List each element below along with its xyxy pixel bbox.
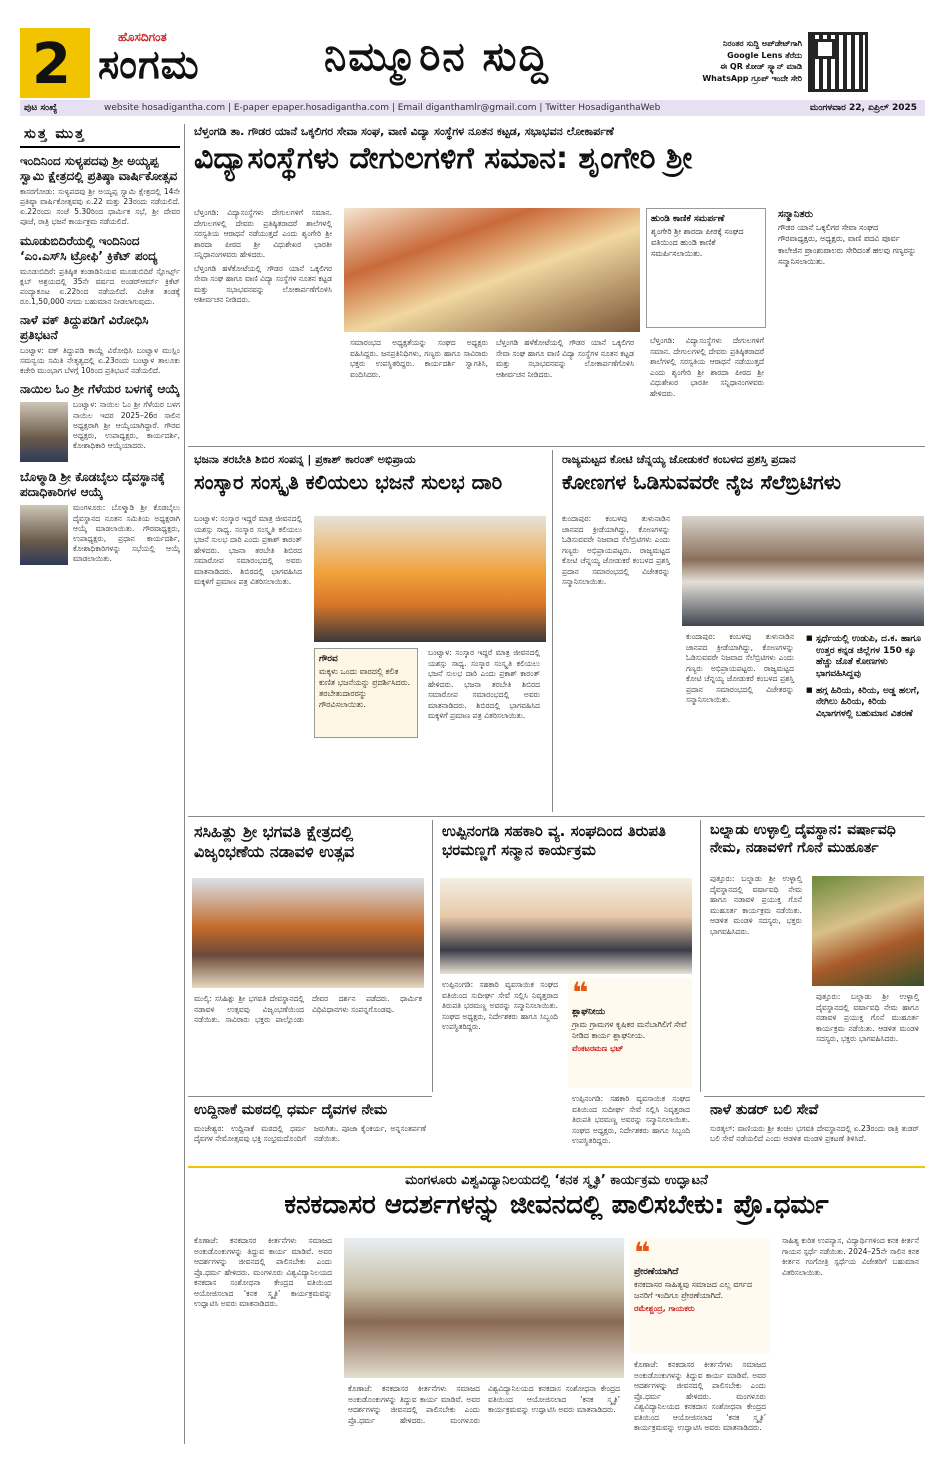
story-photo bbox=[440, 878, 692, 974]
quote-text: ಗ್ರಾಮ ಗ್ರಾಮಗಳ ಕೃಷಿಕರ ಮನೆಬಾಗಿಲಿಗೆ ಸೇವೆ ನೀಡಿದ ಕಾರ್ಯ ಶ್ಲಾಘನೀಯ. bbox=[572, 1019, 687, 1040]
story-photo bbox=[812, 876, 924, 986]
story-body: ಮುಲ್ಕಿ: ಸಸಿಹಿತ್ಲು ಶ್ರೀ ಭಗವತಿ ದೇವಸ್ಥಾನದಲ್ಲಿ ನಡಾವಳಿ ಉತ್ಸವವು ವಿಜೃಂಭಣೆಯಿಂದ ನಡೆಯಿತು. ಸಾವಿರಾರು ಭಕ್ತರು ಪಾಲ್ಗೊಂಡು ದೇವರ ದರ್ಶನ ಪಡೆದರು. ಧಾರ್ಮಿಕ ವಿಧಿವಿಧಾನಗಳು ಸಂಪನ್ನಗೊಂಡವು. bbox=[194, 994, 422, 1024]
quote-title: ಪ್ರೇರಣೆಯಾಗಿದೆ bbox=[634, 1266, 679, 1277]
bullet-point: ■ ಸ್ಪರ್ಧೆಯಲ್ಲಿ ಉಡುಪಿ, ದ.ಕ. ಹಾಗೂ ಉತ್ತರ ಕನ್ನಡ ಜಿಲ್ಲೆಗಳ 150 ಕ್ಕೂ ಹೆಚ್ಚು ಜೊತೆ ಕೋಣಗಳು ಭಾಗವಹಿಸಿದ್ದವು bbox=[806, 634, 924, 681]
lead-paragraph: ಬೆಳ್ತಂಗಡಿ ಹಳೆಕೋಟೆಯಲ್ಲಿ ಗೌಡರ ಯಾನೆ ಒಕ್ಕಲಿಗರ ಸೇವಾ ಸಂಘ ಹಾಗೂ ವಾಣಿ ವಿದ್ಯಾ ಸಂಸ್ಥೆಗಳ ನೂತನ ಕಟ್ಟಡ ಮತ್ತು ಸಭಾಭವನವನ್ನು ಲೋಕಾರ್ಪಣೆಗೊಳಿಸಿ ಆಶೀರ್ವಚನ ನೀಡಿದರು. bbox=[496, 338, 634, 379]
quote-mark-icon: ❝ bbox=[634, 1236, 651, 1269]
lead-story bbox=[188, 122, 925, 442]
quote-box bbox=[568, 978, 692, 1088]
story-headline: ಸಸಿಹಿತ್ಲು ಶ್ರೀ ಭಗವತಿ ಕ್ಷೇತ್ರದಲ್ಲಿ ವಿಜೃಂಭಣೆಯ ನಡಾವಳಿ ಉತ್ಸವ bbox=[194, 822, 355, 861]
story-koti bbox=[556, 450, 925, 812]
brief-headline: ಬೊಳ್ಮಾಡಿ ಶ್ರೀ ಕೊಡಬೈಲು ದೈವಸ್ಥಾನಕ್ಕೆ ಪದಾಧಿಕಾರಿಗಳ ಆಯ್ಕೆ bbox=[20, 470, 165, 500]
story-box-text: ಮಕ್ಕಳು ಒಂದು ವಾರದಲ್ಲಿ ಕಲಿತ ಕುಣಿತ ಭಜನೆಯನ್ನು ಪ್ರದರ್ಶಿಸಿದರು. ತರಬೇತುದಾರರನ್ನು ಗೌರವಿಸಲಾಯಿತು. bbox=[319, 667, 411, 709]
story-body: ಬಂಟ್ವಾಳ: ಸಂಸ್ಕಾರ ಇದ್ದರೆ ಮಾತ್ರ ಜೀವನದಲ್ಲಿ ಯಶಸ್ಸು ಸಾಧ್ಯ. ಸಂಸ್ಕಾರ ಸಂಸ್ಕೃತಿ ಕಲಿಯಲು ಭಜನೆ ಸುಲಭ ದಾರಿ ಎಂದು ಪ್ರಕಾಶ್ ಕಾರಂತ್ ಹೇಳಿದರು. ಭಜನಾ ತರಬೇತಿ ಶಿಬಿರದ ಸಮಾರೋಪ ಸಮಾರಂಭದಲ್ಲಿ ಅವರು ಮಾತನಾಡಿದರು. ಶಿಬಿರದಲ್ಲಿ ಭಾಗವಹಿಸಿದ ಮಕ್ಕಳಿಗೆ ಪ್ರಮಾಣ ಪತ್ರ ವಿತರಿಸಲಾಯಿತು. bbox=[194, 514, 302, 586]
brief-text: ಮೂಡುಬಿದಿರೆ: ಪ್ರತಿಷ್ಠಿತ ಕಂಡಾಡಿನಿಯವ ಮೂಡುಬಿದಿರೆ ಸ್ಪೋರ್ಟ್ಸ್ ಕ್ಲಬ್ ಆಶ್ರಯದಲ್ಲಿ 35ನೇ ವರ್ಷದ ಅಂಡರ್‌ಆರ್ಮ್ ಕ್ರಿಕೆಟ್ ಪಂದ್ಯಾಕೂಟ ಏ.22ರಿಂದ ನಡೆಯಲಿದೆ. ವಿಜೇತ ತಂಡಕ್ಕೆ ರೂ.1,50,000 ನಗದು ಬಹುಮಾನ ನೀಡಲಾಗುವುದು. bbox=[20, 266, 180, 306]
quote-author: ರಮೇಶ್ಚಂದ್ರ, ಗಾಯಕರು bbox=[634, 1303, 695, 1313]
brief-item bbox=[20, 382, 180, 464]
lead-paragraph: ಬೆಳ್ತಂಗಡಿ ಹಳೆಕೋಟೆಯಲ್ಲಿ ಗೌಡರ ಯಾನೆ ಒಕ್ಕಲಿಗರ ಸೇವಾ ಸಂಘ ಹಾಗೂ ವಾಣಿ ವಿದ್ಯಾ ಸಂಸ್ಥೆಗಳ ನೂತನ ಕಟ್ಟಡ ಮತ್ತು ಸಭಾಭವನವನ್ನು ಲೋಕಾರ್ಪಣೆಗೊಳಿಸಿ ಆಶೀರ್ವಚನ ನೀಡಿದರು. bbox=[194, 263, 332, 304]
issue-date: ಮಂಗಳವಾರ 22, ಏಪ್ರಿಲ್ 2025 bbox=[809, 103, 917, 113]
brief-item bbox=[20, 470, 180, 564]
qr-code-icon[interactable] bbox=[808, 32, 868, 92]
brief-item bbox=[20, 234, 180, 308]
column-divider bbox=[432, 820, 433, 1092]
brief-headline: ನಾಳೆ ವಕ್ ತಿದ್ದುಪಡಿಗೆ ವಿರೋಧಿಸಿ ಪ್ರತಿಭಟನೆ bbox=[20, 313, 149, 342]
brief-headline: ಮೂಡುಬಿದಿರೆಯಲ್ಲಿ ಇಂದಿನಿಂದ ‘ಎಂ.ಎಸ್‌ಸಿ ಟ್ರೋಫಿ’ ಕ್ರಿಕೆಟ್ ಪಂದ್ಯ bbox=[20, 233, 158, 263]
contact-links[interactable]: website hosadigantha.com | E-paper epaper.hosadigantha.com | Email diganthamlr@gmail.com | Twitter HosadiganthaWeb bbox=[104, 103, 661, 113]
story-box-title: ಗೌರವ bbox=[319, 654, 338, 664]
lead-body bbox=[188, 206, 338, 442]
page-number: 2 bbox=[32, 32, 71, 97]
pages-label: ಪುಟ ಸಂಖ್ಯೆ bbox=[24, 103, 58, 113]
story-photo bbox=[192, 878, 424, 988]
qr-note bbox=[672, 38, 802, 84]
column-brand: ಸುತ್ತ ಮುತ್ತ bbox=[20, 124, 180, 148]
story-body: ಮಂಜೇಶ್ವರ: ಉದ್ದಿನಾಕೆ ಮಠದಲ್ಲಿ ಧರ್ಮ ದೈವಗಳ ನೇಮೋತ್ಸವವು ಭಕ್ತಿ ಸಂಭ್ರಮದೊಂದಿಗೆ ಜರುಗಿತು. ಪೂಜಾ ಕೈಂಕರ್ಯ, ಅನ್ನಸಂತರ್ಪಣೆ ನಡೆಯಿತು. bbox=[194, 1123, 426, 1143]
quote-title: ಶ್ಲಾಘನೀಯ bbox=[572, 1006, 606, 1017]
story-tudar bbox=[704, 1100, 925, 1162]
lead-headline: ವಿದ್ಯಾಸಂಸ್ಥೆಗಳು ದೇಗುಲಗಳಿಗೆ ಸಮಾನ: ಶೃಂಗೇರಿ ಶ್ರೀ bbox=[194, 141, 693, 176]
brief-item bbox=[20, 154, 180, 228]
portrait-photo bbox=[20, 505, 68, 565]
story-headline: ಉಪ್ಪಿನಂಗಡಿ ಸಹಕಾರಿ ವ್ಯ. ಸಂಘದಿಂದ ತಿರುಪತಿ ಭರಮಣ್ಣಗೆ ಸನ್ಮಾನ ಕಾರ್ಯಕ್ರಮ bbox=[442, 822, 666, 859]
publication-name: ಸಂಗಮ bbox=[98, 42, 200, 88]
info-bar bbox=[20, 100, 925, 116]
column-divider bbox=[552, 450, 553, 812]
story-kicker: ಭಜನಾ ತರಬೇತಿ ಶಿಬಿರ ಸಂಪನ್ನ | ಪ್ರಕಾಶ್ ಕಾರಂತ್ ಅಭಿಪ್ರಾಯ bbox=[188, 450, 548, 470]
lead-photo bbox=[344, 208, 640, 332]
column-divider bbox=[700, 820, 701, 1092]
story-body: ಕುಂದಾಪುರ: ಕಂಬಳವು ತುಳುನಾಡಿನ ಜಾನಪದ ಕ್ರೀಡೆಯಾಗಿದ್ದು, ಕೋಣಗಳನ್ನು ಓಡಿಸುವವರೇ ನಿಜವಾದ ಸೆಲೆಬ್ರಿಟಿಗಳು ಎಂದು ಗಣ್ಯರು ಅಭಿಪ್ರಾಯಪಟ್ಟರು. ರಾಜ್ಯಮಟ್ಟದ ಕೋಟಿ ಚೆನ್ನಯ್ಯ ಜೋಡುಕರೆ ಕಂಬಳದ ಪ್ರಶಸ್ತಿ ಪ್ರದಾನ ಸಮಾರಂಭದಲ್ಲಿ ವಿಜೇತರನ್ನು ಸನ್ಮಾನಿಸಲಾಯಿತು. bbox=[562, 514, 670, 586]
quote-text: ಕನಕದಾಸರ ಸಾಹಿತ್ಯವು ಸಮಾಜದ ಎಲ್ಲ ವರ್ಗದ ಜನರಿಗೆ ಇಂದಿಗೂ ಪ್ರೇರಣೆಯಾಗಿದೆ. bbox=[634, 1279, 752, 1300]
story-body-continued: ಕೊಣಾಜೆ: ಕನಕದಾಸರ ಕೀರ್ತನೆಗಳು ಸಮಾಜದ ಅಂಕುಡೊಂಕುಗಳನ್ನು ತಿದ್ದುವ ಕಾರ್ಯ ಮಾಡಿವೆ. ಅವರ ಆದರ್ಶಗಳನ್ನು ಜೀವನದಲ್ಲಿ ಪಾಲಿಸಬೇಕು ಎಂದು ಪ್ರೊ.ಧರ್ಮ ಹೇಳಿದರು. ಮಂಗಳೂರು ವಿಶ್ವವಿದ್ಯಾನಿಲಯದ ಕನಕದಾಸ ಸಂಶೋಧನಾ ಕೇಂದ್ರದ ವತಿಯಿಂದ ಆಯೋಜಿಸಲಾದ ‘ಕನಕ ಸ್ಮೃತಿ’ ಕಾರ್ಯಕ್ರಮವನ್ನು ಉದ್ಘಾಟಿಸಿ ಅವರು ಮಾತನಾಡಿದರು. bbox=[348, 1384, 620, 1425]
story-box bbox=[314, 648, 418, 738]
story-body-right: ಸಾಹಿತ್ಯ ಕುರಿತ ಉಪನ್ಯಾಸ, ವಿದ್ಯಾರ್ಥಿಗಳಿಂದ ಕನಕ ಕೀರ್ತನೆ ಗಾಯನ ಸ್ಪರ್ಧೆ ನಡೆಯಿತು. 2024–25ನೇ ಸಾಲಿನ ಕನಕ ಕೀರ್ತನ ಗಂಗೋತ್ರಿ ಸ್ಪರ್ಧೆಯ ವಿಜೇತರಿಗೆ ಬಹುಮಾನ ವಿತರಿಸಲಾಯಿತು. bbox=[782, 1236, 919, 1277]
story-body: ಪುತ್ತೂರು: ಬಲ್ನಾಡು ಶ್ರೀ ಉಳ್ಳಾಲ್ತಿ ದೈವಸ್ಥಾನದಲ್ಲಿ ವರ್ಷಾವಧಿ ನೇಮ ಹಾಗೂ ನಡಾವಳಿ ಪ್ರಯುಕ್ತ ಗೊನೆ ಮುಹೂರ್ತ ಕಾರ್ಯಕ್ರಮ ನಡೆಯಿತು. ಆಡಳಿತ ಮಂಡಳಿ ಸದಸ್ಯರು, ಭಕ್ತರು ಭಾಗವಹಿಸಿದರು. bbox=[710, 874, 802, 936]
column-divider bbox=[184, 124, 185, 1444]
brief-text: ಬಂಟ್ವಾಳ: ನಾಯಿಲ ಓಂ ಶ್ರೀ ಗೆಳೆಯರ ಬಳಗ ನಾಯಿಲ ಇದರ 2025–26ರ ಸಾಲಿನ ಅಧ್ಯಕ್ಷರಾಗಿ ಶ್ರೀ ಆಯ್ಕೆಯಾಗಿದ್ದಾರೆ. ಗೌರವ ಅಧ್ಯಕ್ಷರು, ಉಪಾಧ್ಯಕ್ಷರು, ಕಾರ್ಯದರ್ಶಿ, ಕೋಶಾಧಿಕಾರಿ ಆಯ್ಕೆಯಾದರು. bbox=[73, 400, 180, 450]
lead-box-title: ಹುಂಡಿ ಕಾಣಿಕೆ ಸಮರ್ಪಣೆ bbox=[651, 214, 725, 224]
story-headline: ಉದ್ದಿನಾಕೆ ಮಠದಲ್ಲಿ ಧರ್ಮ ದೈವಗಳ ನೇಮ bbox=[194, 1102, 388, 1118]
publication-logo-small: ಹೊಸದಿಗಂತ bbox=[118, 30, 167, 44]
lead-paragraph: ಬೆಳ್ತಂಗಡಿ: ವಿದ್ಯಾಸಂಸ್ಥೆಗಳು ದೇಗುಲಗಳಿಗೆ ಸಮಾನ. ದೇಗುಲಗಳಲ್ಲಿ ದೇವರು ಪ್ರತಿಷ್ಠಿತರಾದರೆ ಶಾಲೆಗಳಲ್ಲಿ ಸರಸ್ವತಿಯ ಆರಾಧನೆ ನಡೆಯುತ್ತದೆ ಎಂದು ಶೃಂಗೇರಿ ಶ್ರೀ ಶಾರದಾ ಪೀಠದ ಶ್ರೀ ವಿಧುಶೇಖರ ಭಾರತೀ ಸನ್ನಿಧಾನಂಗಳವರು ಹೇಳಿದರು. bbox=[650, 336, 764, 398]
lead-body-continued bbox=[344, 336, 640, 442]
section-divider bbox=[188, 1166, 925, 1168]
brief-text: ಕಾಸರಗೋಡು: ಸುಳ್ಯಪದವು ಶ್ರೀ ಅಯ್ಯಪ್ಪ ಸ್ವಾಮಿ ಕ್ಷೇತ್ರದಲ್ಲಿ 14ನೇ ಪ್ರತಿಷ್ಠಾ ವಾರ್ಷಿಕೋತ್ಸವವು ಏ.22 ಮತ್ತು 23ರಂದು ನಡೆಯಲಿದೆ. ಏ.22ರಂದು ಸಂಜೆ 5.30ರಿಂದ ಧಾರ್ಮಿಕ ಸಭೆ, ಶ್ರೀ ದೇವರ ಪೂಜೆ, ರಾತ್ರಿ ಭಜನೆ ಕಾರ್ಯಕ್ರಮ ನಡೆಯಲಿದೆ. bbox=[20, 187, 180, 227]
story-kicker: ಮಂಗಳೂರು ವಿಶ್ವವಿದ್ಯಾನಿಲಯದಲ್ಲಿ ‘ಕನಕ ಸ್ಮೃತಿ’ ಕಾರ್ಯಕ್ರಮ ಉದ್ಘಾಟನೆ bbox=[188, 1170, 925, 1191]
qr-note-line: ನಿರಂತರ ಸುದ್ದಿ ಅಪ್‌ಡೇಟ್‌ಗಾಗಿ bbox=[722, 39, 802, 48]
story-body-continued: ಉಪ್ಪಿನಂಗಡಿ: ಸಹಕಾರಿ ವ್ಯವಸಾಯಿಕ ಸಂಘದ ವತಿಯಿಂದ ಸುದೀರ್ಘ ಸೇವೆ ಸಲ್ಲಿಸಿ ನಿವೃತ್ತರಾದ ತಿರುಪತಿ ಭರಮಣ್ಣ ಅವರನ್ನು ಸನ್ಮಾನಿಸಲಾಯಿತು. ಸಂಘದ ಅಧ್ಯಕ್ಷರು, ನಿರ್ದೇಶಕರು ಹಾಗೂ ಸಿಬ್ಬಂದಿ ಉಪಸ್ಥಿತರಿದ್ದರು. bbox=[572, 1094, 690, 1145]
lead-sidebar-title: ಸನ್ಮಾನಿತರು bbox=[778, 209, 814, 220]
story-body: ಕೊಣಾಜೆ: ಕನಕದಾಸರ ಕೀರ್ತನೆಗಳು ಸಮಾಜದ ಅಂಕುಡೊಂಕುಗಳನ್ನು ತಿದ್ದುವ ಕಾರ್ಯ ಮಾಡಿವೆ. ಅವರ ಆದರ್ಶಗಳನ್ನು ಜೀವನದಲ್ಲಿ ಪಾಲಿಸಬೇಕು ಎಂದು ಪ್ರೊ.ಧರ್ಮ ಹೇಳಿದರು. ಮಂಗಳೂರು ವಿಶ್ವವಿದ್ಯಾನಿಲಯದ ಕನಕದಾಸ ಸಂಶೋಧನಾ ಕೇಂದ್ರದ ವತಿಯಿಂದ ಆಯೋಜಿಸಲಾದ ‘ಕನಕ ಸ್ಮೃತಿ’ ಕಾರ್ಯಕ್ರಮವನ್ನು ಉದ್ಘಾಟಿಸಿ ಅವರು ಮಾತನಾಡಿದರು. bbox=[194, 1236, 332, 1308]
section-divider bbox=[188, 1096, 432, 1097]
lead-box bbox=[646, 208, 766, 328]
story-body-continued: ಕುಂದಾಪುರ: ಕಂಬಳವು ತುಳುನಾಡಿನ ಜಾನಪದ ಕ್ರೀಡೆಯಾಗಿದ್ದು, ಕೋಣಗಳನ್ನು ಓಡಿಸುವವರೇ ನಿಜವಾದ ಸೆಲೆಬ್ರಿಟಿಗಳು ಎಂದು ಗಣ್ಯರು ಅಭಿಪ್ರಾಯಪಟ್ಟರು. ರಾಜ್ಯಮಟ್ಟದ ಕೋಟಿ ಚೆನ್ನಯ್ಯ ಜೋಡುಕರೆ ಕಂಬಳದ ಪ್ರಶಸ್ತಿ ಪ್ರದಾನ ಸಮಾರಂಭದಲ್ಲಿ ವಿಜೇತರನ್ನು ಸನ್ಮಾನಿಸಲಾಯಿತು. bbox=[686, 632, 794, 704]
lead-box-text: ಶೃಂಗೇರಿ ಶ್ರೀ ಶಾರದಾ ಪೀಠಕ್ಕೆ ಸಂಘದ ವತಿಯಿಂದ ಹುಂಡಿ ಕಾಣಿಕೆ ಸಮರ್ಪಿಸಲಾಯಿತು. bbox=[651, 227, 744, 258]
story-headline: ಕೋಣಗಳ ಓಡಿಸುವವರೇ ನೈಜ ಸೆಲೆಬ್ರಿಟಿಗಳು bbox=[562, 470, 841, 494]
lead-sidebar-text: ಗೌಡರ ಯಾನೆ ಒಕ್ಕಲಿಗರ ಸೇವಾ ಸಂಘದ ಗೌರವಾಧ್ಯಕ್ಷರು, ಅಧ್ಯಕ್ಷರು, ವಾಣಿ ಪದವಿ ಪೂರ್ವ ಕಾಲೇಜಿನ ಪ್ರಾಂಶುಪಾಲರು ಸೇರಿದಂತೆ ಹಲವು ಗಣ್ಯರನ್ನು ಸನ್ಮಾನಿಸಲಾಯಿತು. bbox=[778, 222, 916, 267]
story-kicker: ರಾಜ್ಯಮಟ್ಟದ ಕೋಟಿ ಚೆನ್ನಯ್ಯ ಜೋಡುಕರೆ ಕಂಬಳದ ಪ್ರಶಸ್ತಿ ಪ್ರದಾನ bbox=[556, 450, 925, 470]
lead-paragraph: ಸಮಾರಂಭದ ಅಧ್ಯಕ್ಷತೆಯನ್ನು ಸಂಘದ ಅಧ್ಯಕ್ಷರು ವಹಿಸಿದ್ದರು. ಜನಪ್ರತಿನಿಧಿಗಳು, ಗಣ್ಯರು ಹಾಗೂ ಸಾವಿರಾರು ಭಕ್ತರು ಉಪಸ್ಥಿತರಿದ್ದರು. ಕಾರ್ಯದರ್ಶಿ ಸ್ವಾಗತಿಸಿ, ವಂದಿಸಿದರು. bbox=[350, 338, 488, 379]
section-divider bbox=[188, 816, 925, 817]
story-sasihitlu bbox=[188, 820, 428, 1092]
brief-text: ಮಂಗಳೂರು: ಬೊಳ್ಮಾಡಿ ಶ್ರೀ ಕೊಡಬೈಲು ದೈವಸ್ಥಾನದ ನೂತನ ಸಮಿತಿಯ ಅಧ್ಯಕ್ಷರಾಗಿ ಆಯ್ಕೆ ಮಾಡಲಾಯಿತು. ಗೌರವಾಧ್ಯಕ್ಷರು, ಉಪಾಧ್ಯಕ್ಷರು, ಪ್ರಧಾನ ಕಾರ್ಯದರ್ಶಿ, ಕೋಶಾಧಿಕಾರಿಗಳನ್ನು ಸಭೆಯಲ್ಲಿ ಆಯ್ಕೆ ಮಾಡಲಾಯಿತು. bbox=[73, 503, 180, 563]
lead-body-side bbox=[644, 334, 770, 442]
bullet-point: ■ ಹಗ್ಗ ಹಿರಿಯ, ಕಿರಿಯ, ಅಡ್ಡ ಹಲಗೆ, ನೇಗಿಲು ಹಿರಿಯ, ಕಿರಿಯ ವಿಭಾಗಗಳಲ್ಲಿ ಬಹುಮಾನ ವಿತರಣೆ bbox=[806, 686, 924, 721]
story-photo bbox=[314, 516, 546, 642]
left-column bbox=[20, 124, 180, 1444]
story-photo bbox=[682, 516, 924, 626]
story-body: ಸುರತ್ಕಲ್: ವಾಣಿಯರು ಶ್ರೀ ಕಂಚಿಲ ಭಗವತಿ ದೇವಸ್ಥಾನದಲ್ಲಿ ಏ.23ರಂದು ರಾತ್ರಿ ತುಡರ್ ಬಲಿ ಸೇವೆ ನಡೆಯಲಿದೆ ಎಂದು ಆಡಳಿತ ಮಂಡಳಿ ಪ್ರಕಟಣೆ ತಿಳಿಸಿದೆ. bbox=[710, 1123, 919, 1143]
section-divider bbox=[704, 1096, 925, 1097]
story-bhajana bbox=[188, 450, 548, 812]
quote-author: ವೆಂಕಟರಮಣ ಭಟ್ bbox=[572, 1043, 624, 1053]
story-body-continued: ಪುತ್ತೂರು: ಬಲ್ನಾಡು ಶ್ರೀ ಉಳ್ಳಾಲ್ತಿ ದೈವಸ್ಥಾನದಲ್ಲಿ ವರ್ಷಾವಧಿ ನೇಮ ಹಾಗೂ ನಡಾವಳಿ ಪ್ರಯುಕ್ತ ಗೊನೆ ಮುಹೂರ್ತ ಕಾರ್ಯಕ್ರಮ ನಡೆಯಿತು. ಆಡಳಿತ ಮಂಡಳಿ ಸದಸ್ಯರು, ಭಕ್ತರು ಭಾಗವಹಿಸಿದರು. bbox=[816, 992, 919, 1043]
story-kanaka bbox=[188, 1170, 925, 1450]
quote-box bbox=[630, 1238, 770, 1354]
qr-note-line: WhatsApp ಗ್ರೂಪ್ ಇಂದೇ ಸೇರಿ bbox=[702, 73, 802, 83]
brief-item bbox=[20, 313, 180, 376]
portrait-photo bbox=[20, 402, 68, 462]
page-number-badge bbox=[20, 28, 90, 98]
lead-kicker: ಬೆಳ್ತಂಗಡಿ ತಾ. ಗೌಡರ ಯಾನೆ ಒಕ್ಕಲಿಗರ ಸೇವಾ ಸಂಘ, ವಾಣಿ ವಿದ್ಯಾ ಸಂಸ್ಥೆಗಳ ನೂತನ ಕಟ್ಟಡ, ಸಭಾಭವನ ಲೋಕಾರ್ಪಣೆ bbox=[188, 122, 925, 142]
story-uddinake bbox=[188, 1100, 432, 1162]
story-body: ಉಪ್ಪಿನಂಗಡಿ: ಸಹಕಾರಿ ವ್ಯವಸಾಯಿಕ ಸಂಘದ ವತಿಯಿಂದ ಸುದೀರ್ಘ ಸೇವೆ ಸಲ್ಲಿಸಿ ನಿವೃತ್ತರಾದ ತಿರುಪತಿ ಭರಮಣ್ಣ ಅವರನ್ನು ಸನ್ಮಾನಿಸಲಾಯಿತು. ಸಂಘದ ಅಧ್ಯಕ್ಷರು, ನಿರ್ದೇಶಕರು ಹಾಗೂ ಸಿಬ್ಬಂದಿ ಉಪಸ್ಥಿತರಿದ್ದರು. bbox=[442, 980, 558, 1031]
lead-sidebar bbox=[774, 208, 924, 442]
quote-mark-icon: ❝ bbox=[572, 976, 589, 1009]
section-divider bbox=[188, 446, 925, 447]
lead-paragraph: ಬೆಳ್ತಂಗಡಿ: ವಿದ್ಯಾಸಂಸ್ಥೆಗಳು ದೇಗುಲಗಳಿಗೆ ಸಮಾನ. ದೇಗುಲಗಳಲ್ಲಿ ದೇವರು ಪ್ರತಿಷ್ಠಿತರಾದರೆ ಶಾಲೆಗಳಲ್ಲಿ ಸರಸ್ವತಿಯ ಆರಾಧನೆ ನಡೆಯುತ್ತದೆ ಎಂದು ಶೃಂಗೇರಿ ಶ್ರೀ ಶಾರದಾ ಪೀಠದ ಶ್ರೀ ವಿಧುಶೇಖರ ಭಾರತೀ ಸನ್ನಿಧಾನಂಗಳವರು ಹೇಳಿದರು. bbox=[194, 208, 332, 259]
story-headline: ಬಲ್ನಾಡು ಉಳ್ಳಾಲ್ತಿ ದೈವಸ್ಥಾನ: ವರ್ಷಾವಧಿ ನೇಮ, ನಡಾವಳಿಗೆ ಗೊನೆ ಮುಹೂರ್ತ bbox=[710, 822, 896, 856]
brief-headline: ನಾಯಿಲ ಓಂ ಶ್ರೀ ಗೆಳೆಯರ ಬಳಗಕ್ಕೆ ಆಯ್ಕೆ bbox=[20, 382, 180, 397]
brief-text: ಬಂಟ್ವಾಳ: ವಕ್ ತಿದ್ದುಪಡಿ ಕಾಯ್ದೆ ವಿರೋಧಿಸಿ ಬಂಟ್ವಾಳ ಮುಸ್ಲಿಂ ಸಮನ್ವಯ ಸಮಿತಿ ನೇತೃತ್ವದಲ್ಲಿ ಏ.23ರಂದು ಬಂಟ್ವಾಳ ತಾಲೂಕು ಕಚೇರಿ ಮುಂಭಾಗ ಬೆಳಗ್ಗೆ 10ರಿಂದ ಪ್ರತಿಭಟನೆ ನಡೆಯಲಿದೆ. bbox=[20, 346, 180, 376]
story-balnadu bbox=[704, 820, 925, 1092]
story-body-side: ಕೊಣಾಜೆ: ಕನಕದಾಸರ ಕೀರ್ತನೆಗಳು ಸಮಾಜದ ಅಂಕುಡೊಂಕುಗಳನ್ನು ತಿದ್ದುವ ಕಾರ್ಯ ಮಾಡಿವೆ. ಅವರ ಆದರ್ಶಗಳನ್ನು ಜೀವನದಲ್ಲಿ ಪಾಲಿಸಬೇಕು ಎಂದು ಪ್ರೊ.ಧರ್ಮ ಹೇಳಿದರು. ಮಂಗಳೂರು ವಿಶ್ವವಿದ್ಯಾನಿಲಯದ ಕನಕದಾಸ ಸಂಶೋಧನಾ ಕೇಂದ್ರದ ವತಿಯಿಂದ ಆಯೋಜಿಸಲಾದ ‘ಕನಕ ಸ್ಮೃತಿ’ ಕಾರ್ಯಕ್ರಮವನ್ನು ಉದ್ಘಾಟಿಸಿ ಅವರು ಮಾತನಾಡಿದರು. bbox=[634, 1360, 766, 1432]
story-photo bbox=[344, 1238, 624, 1378]
qr-note-line: ಈ QR ಕೋಡ್ ಸ್ಕ್ಯಾನ್ ಮಾಡಿ bbox=[720, 62, 802, 72]
story-headline: ಸಂಸ್ಕಾರ ಸಂಸ್ಕೃತಿ ಕಲಿಯಲು ಭಜನೆ ಸುಲಭ ದಾರಿ bbox=[194, 470, 503, 494]
masthead bbox=[0, 0, 945, 100]
section-title: ನಿಮ್ಮೂರಿನ ಸುದ್ದಿ bbox=[324, 34, 550, 80]
story-headline: ನಾಳೆ ತುಡರ್ ಬಲಿ ಸೇವೆ bbox=[710, 1102, 819, 1118]
qr-note-line: Google Lens ತೆರೆದು bbox=[727, 50, 802, 60]
story-uppinangadi bbox=[436, 820, 696, 1200]
brief-headline: ಇಂದಿನಿಂದ ಸುಳ್ಯಪದವು ಶ್ರೀ ಅಯ್ಯಪ್ಪ ಸ್ವಾಮಿ ಕ್ಷೇತ್ರದಲ್ಲಿ ಪ್ರತಿಷ್ಠಾ ವಾರ್ಷಿಕೋತ್ಸವ bbox=[20, 154, 178, 183]
story-bullets bbox=[806, 634, 924, 754]
story-body-continued: ಬಂಟ್ವಾಳ: ಸಂಸ್ಕಾರ ಇದ್ದರೆ ಮಾತ್ರ ಜೀವನದಲ್ಲಿ ಯಶಸ್ಸು ಸಾಧ್ಯ. ಸಂಸ್ಕಾರ ಸಂಸ್ಕೃತಿ ಕಲಿಯಲು ಭಜನೆ ಸುಲಭ ದಾರಿ ಎಂದು ಪ್ರಕಾಶ್ ಕಾರಂತ್ ಹೇಳಿದರು. ಭಜನಾ ತರಬೇತಿ ಶಿಬಿರದ ಸಮಾರೋಪ ಸಮಾರಂಭದಲ್ಲಿ ಅವರು ಮಾತನಾಡಿದರು. ಶಿಬಿರದಲ್ಲಿ ಭಾಗವಹಿಸಿದ ಮಕ್ಕಳಿಗೆ ಪ್ರಮಾಣ ಪತ್ರ ವಿತರಿಸಲಾಯಿತು. bbox=[428, 648, 540, 720]
story-headline: ಕನಕದಾಸರ ಆದರ್ಶಗಳನ್ನು ಜೀವನದಲ್ಲಿ ಪಾಲಿಸಬೇಕು: ಪ್ರೊ.ಧರ್ಮ bbox=[284, 1190, 829, 1220]
